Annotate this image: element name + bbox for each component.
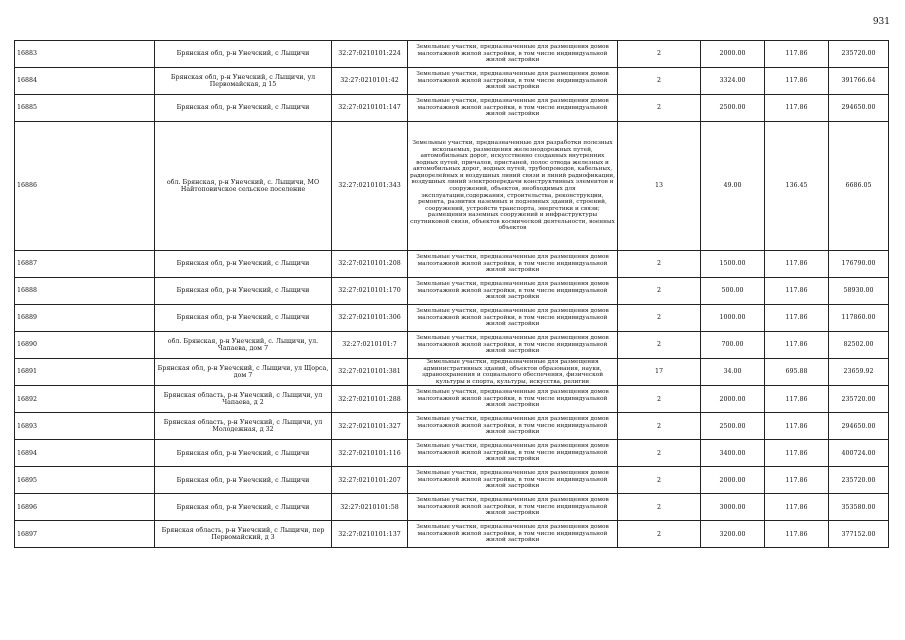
row-number: 16884 (15, 68, 155, 95)
row-number: 16890 (15, 332, 155, 359)
land-use-cell: Земельные участки, предназначенные для размещения домов малоэтажной жилой застройки, в том числе индивидуальной жилой застройки (408, 521, 618, 548)
use-code-cell: 2 (618, 494, 701, 521)
cadastral-number-cell: 32:27:0210101:343 (332, 122, 408, 251)
rate-cell: 117.86 (765, 95, 829, 122)
use-code-cell: 2 (618, 41, 701, 68)
rate-cell: 117.86 (765, 251, 829, 278)
land-use-cell: Земельные участки, предназначенные для размещения домов малоэтажной жилой застройки, в том числе индивидуальной жилой застройки (408, 95, 618, 122)
cadastral-value-cell: 235720.00 (829, 41, 889, 68)
cadastral-value-cell: 58930.00 (829, 278, 889, 305)
address-cell: обл. Брянская, р-н Унечский, с. Лыщичи, ул. Чапаева, дом 7 (155, 332, 332, 359)
cadastral-value-table (14, 40, 889, 548)
table-row (15, 68, 889, 95)
use-code-cell: 2 (618, 413, 701, 440)
cadastral-number-cell: 32:27:0210101:207 (332, 467, 408, 494)
area-cell: 3324.00 (701, 68, 765, 95)
rate-cell: 695.88 (765, 359, 829, 386)
cadastral-value-cell: 235720.00 (829, 467, 889, 494)
address-cell: Брянская обл, р-н Унечский, с Лыщичи (155, 467, 332, 494)
cadastral-number-cell: 32:27:0210101:224 (332, 41, 408, 68)
cadastral-value-cell: 117860.00 (829, 305, 889, 332)
address-cell: Брянская обл, р-н Унечский, с Лыщичи (155, 95, 332, 122)
area-cell: 2500.00 (701, 413, 765, 440)
table-row (15, 359, 889, 386)
land-use-cell: Земельные участки, предназначенные для размещения домов малоэтажной жилой застройки, в том числе индивидуальной жилой застройки (408, 332, 618, 359)
use-code-cell: 2 (618, 440, 701, 467)
table-row (15, 122, 889, 251)
row-number: 16889 (15, 305, 155, 332)
use-code-cell: 2 (618, 68, 701, 95)
address-cell: Брянская обл, р-н Унечский, с Лыщичи, ул Первомайская, д 15 (155, 68, 332, 95)
table-row (15, 440, 889, 467)
table-row (15, 494, 889, 521)
land-use-cell: Земельные участки, предназначенные для размещения домов малоэтажной жилой застройки, в том числе индивидуальной жилой застройки (408, 440, 618, 467)
land-use-cell: Земельные участки, предназначенные для разработки полезных ископаемых, размещения железнодорожных путей, автомобильных дорог, искусственно созданных внутренних водных путей, причалов, пристаней, полос отвода железных и автомобильных дорог, водных путей, трубопроводов, кабельных, радиорелейных и воздушных линий связи и линий радиофикации, воздушных линий электропередачи конструктивных элементов и сооружений, объектов, необходимых для эксплуатации,содержания, строительства, реконструкции, ремонта, развития наземных и подземных зданий, строений, сооружений, устройств транспорта, энергетики и связи; размещения наземных сооружений и инфраструктуры спутниковой связи, объектов космической деятельности, военных объектов (408, 122, 618, 251)
rate-cell: 117.86 (765, 41, 829, 68)
table-row (15, 413, 889, 440)
address-cell: Брянская обл, р-н Унечский, с Лыщичи, ул Щорса, дом 7 (155, 359, 332, 386)
address-cell: Брянская обл, р-н Унечский, с Лыщичи (155, 440, 332, 467)
area-cell: 3000.00 (701, 494, 765, 521)
land-use-cell: Земельные участки, предназначенные для размещения домов малоэтажной жилой застройки, в том числе индивидуальной жилой застройки (408, 41, 618, 68)
land-use-cell: Земельные участки, предназначенные для размещения домов малоэтажной жилой застройки, в том числе индивидуальной жилой застройки (408, 251, 618, 278)
use-code-cell: 2 (618, 467, 701, 494)
area-cell: 34.00 (701, 359, 765, 386)
cadastral-number-cell: 32:27:0210101:306 (332, 305, 408, 332)
cadastral-number-cell: 32:27:0210101:170 (332, 278, 408, 305)
use-code-cell: 2 (618, 95, 701, 122)
cadastral-number-cell: 32:27:0210101:327 (332, 413, 408, 440)
address-cell: Брянская обл, р-н Унечский, с Лыщичи (155, 305, 332, 332)
cadastral-number-cell: 32:27:0210101:42 (332, 68, 408, 95)
page-number: 931 (872, 17, 890, 27)
area-cell: 700.00 (701, 332, 765, 359)
land-use-cell: Земельные участки, предназначенные для размещения домов малоэтажной жилой застройки, в том числе индивидуальной жилой застройки (408, 494, 618, 521)
use-code-cell: 2 (618, 332, 701, 359)
row-number: 16885 (15, 95, 155, 122)
table-row (15, 305, 889, 332)
cadastral-value-cell: 82502.00 (829, 332, 889, 359)
rate-cell: 117.86 (765, 467, 829, 494)
address-cell: Брянская обл, р-н Унечский, с Лыщичи (155, 494, 332, 521)
use-code-cell: 2 (618, 386, 701, 413)
address-cell: Брянская обл, р-н Унечский, с Лыщичи (155, 251, 332, 278)
cadastral-value-cell: 176790.00 (829, 251, 889, 278)
cadastral-number-cell: 32:27:0210101:137 (332, 521, 408, 548)
row-number: 16888 (15, 278, 155, 305)
row-number: 16896 (15, 494, 155, 521)
land-use-cell: Земельные участки, предназначенные для размещения домов малоэтажной жилой застройки, в том числе индивидуальной жилой застройки (408, 278, 618, 305)
row-number: 16891 (15, 359, 155, 386)
rate-cell: 117.86 (765, 305, 829, 332)
cadastral-value-cell: 353580.00 (829, 494, 889, 521)
cadastral-value-cell: 391766.64 (829, 68, 889, 95)
land-use-cell: Земельные участки, предназначенные для размещения административных зданий, объектов образования, науки, здравоохранения и социального обеспечения, физической культуры и спорта, культуры, искусства, религии (408, 359, 618, 386)
table-row (15, 278, 889, 305)
cadastral-number-cell: 32:27:0210101:147 (332, 95, 408, 122)
table-row (15, 386, 889, 413)
address-cell: Брянская обл, р-н Унечский, с Лыщичи (155, 41, 332, 68)
use-code-cell: 2 (618, 251, 701, 278)
cadastral-number-cell: 32:27:0210101:288 (332, 386, 408, 413)
rate-cell: 136.45 (765, 122, 829, 251)
table-row (15, 467, 889, 494)
row-number: 16887 (15, 251, 155, 278)
use-code-cell: 13 (618, 122, 701, 251)
area-cell: 2000.00 (701, 467, 765, 494)
table-row (15, 521, 889, 548)
cadastral-value-cell: 294650.00 (829, 95, 889, 122)
area-cell: 1500.00 (701, 251, 765, 278)
area-cell: 49.00 (701, 122, 765, 251)
row-number: 16883 (15, 41, 155, 68)
land-use-cell: Земельные участки, предназначенные для размещения домов малоэтажной жилой застройки, в том числе индивидуальной жилой застройки (408, 386, 618, 413)
area-cell: 3400.00 (701, 440, 765, 467)
rate-cell: 117.86 (765, 386, 829, 413)
land-use-cell: Земельные участки, предназначенные для размещения домов малоэтажной жилой застройки, в том числе индивидуальной жилой застройки (408, 467, 618, 494)
use-code-cell: 2 (618, 305, 701, 332)
cadastral-value-cell: 377152.00 (829, 521, 889, 548)
land-use-cell: Земельные участки, предназначенные для размещения домов малоэтажной жилой застройки, в том числе индивидуальной жилой застройки (408, 68, 618, 95)
land-use-cell: Земельные участки, предназначенные для размещения домов малоэтажной жилой застройки, в том числе индивидуальной жилой застройки (408, 413, 618, 440)
area-cell: 3200.00 (701, 521, 765, 548)
row-number: 16897 (15, 521, 155, 548)
cadastral-number-cell: 32:27:0210101:116 (332, 440, 408, 467)
rate-cell: 117.86 (765, 332, 829, 359)
rate-cell: 117.86 (765, 68, 829, 95)
cadastral-value-cell: 6686.05 (829, 122, 889, 251)
table-row (15, 95, 889, 122)
address-cell: обл. Брянская, р-н Унечский, с. Лыщичи, МО Найтоповичское сельское поселение (155, 122, 332, 251)
rate-cell: 117.86 (765, 494, 829, 521)
cadastral-number-cell: 32:27:0210101:208 (332, 251, 408, 278)
cadastral-value-cell: 400724.00 (829, 440, 889, 467)
address-cell: Брянская обл, р-н Унечский, с Лыщичи (155, 278, 332, 305)
address-cell: Брянская область, р-н Унечский, с Лыщичи, пер Первомайский, д 3 (155, 521, 332, 548)
row-number: 16892 (15, 386, 155, 413)
row-number: 16894 (15, 440, 155, 467)
use-code-cell: 2 (618, 521, 701, 548)
cadastral-value-cell: 235720.00 (829, 386, 889, 413)
land-use-cell: Земельные участки, предназначенные для размещения домов малоэтажной жилой застройки, в том числе индивидуальной жилой застройки (408, 305, 618, 332)
area-cell: 2000.00 (701, 41, 765, 68)
cadastral-value-cell: 23659.92 (829, 359, 889, 386)
rate-cell: 117.86 (765, 440, 829, 467)
cadastral-number-cell: 32:27:0210101:381 (332, 359, 408, 386)
row-number: 16895 (15, 467, 155, 494)
cadastral-number-cell: 32:27:0210101:58 (332, 494, 408, 521)
table-row (15, 251, 889, 278)
rate-cell: 117.86 (765, 278, 829, 305)
table-row (15, 332, 889, 359)
cadastral-number-cell: 32:27:0210101:7 (332, 332, 408, 359)
cadastral-value-cell: 294650.00 (829, 413, 889, 440)
rate-cell: 117.86 (765, 413, 829, 440)
row-number: 16893 (15, 413, 155, 440)
rate-cell: 117.86 (765, 521, 829, 548)
area-cell: 500.00 (701, 278, 765, 305)
table-row (15, 41, 889, 68)
use-code-cell: 17 (618, 359, 701, 386)
address-cell: Брянская область, р-н Унечский, с Лыщичи, ул Чапаева, д 2 (155, 386, 332, 413)
address-cell: Брянская область, р-н Унечский, с Лыщичи, ул Молодежная, д 32 (155, 413, 332, 440)
area-cell: 2500.00 (701, 95, 765, 122)
area-cell: 2000.00 (701, 386, 765, 413)
use-code-cell: 2 (618, 278, 701, 305)
area-cell: 1000.00 (701, 305, 765, 332)
row-number: 16886 (15, 122, 155, 251)
